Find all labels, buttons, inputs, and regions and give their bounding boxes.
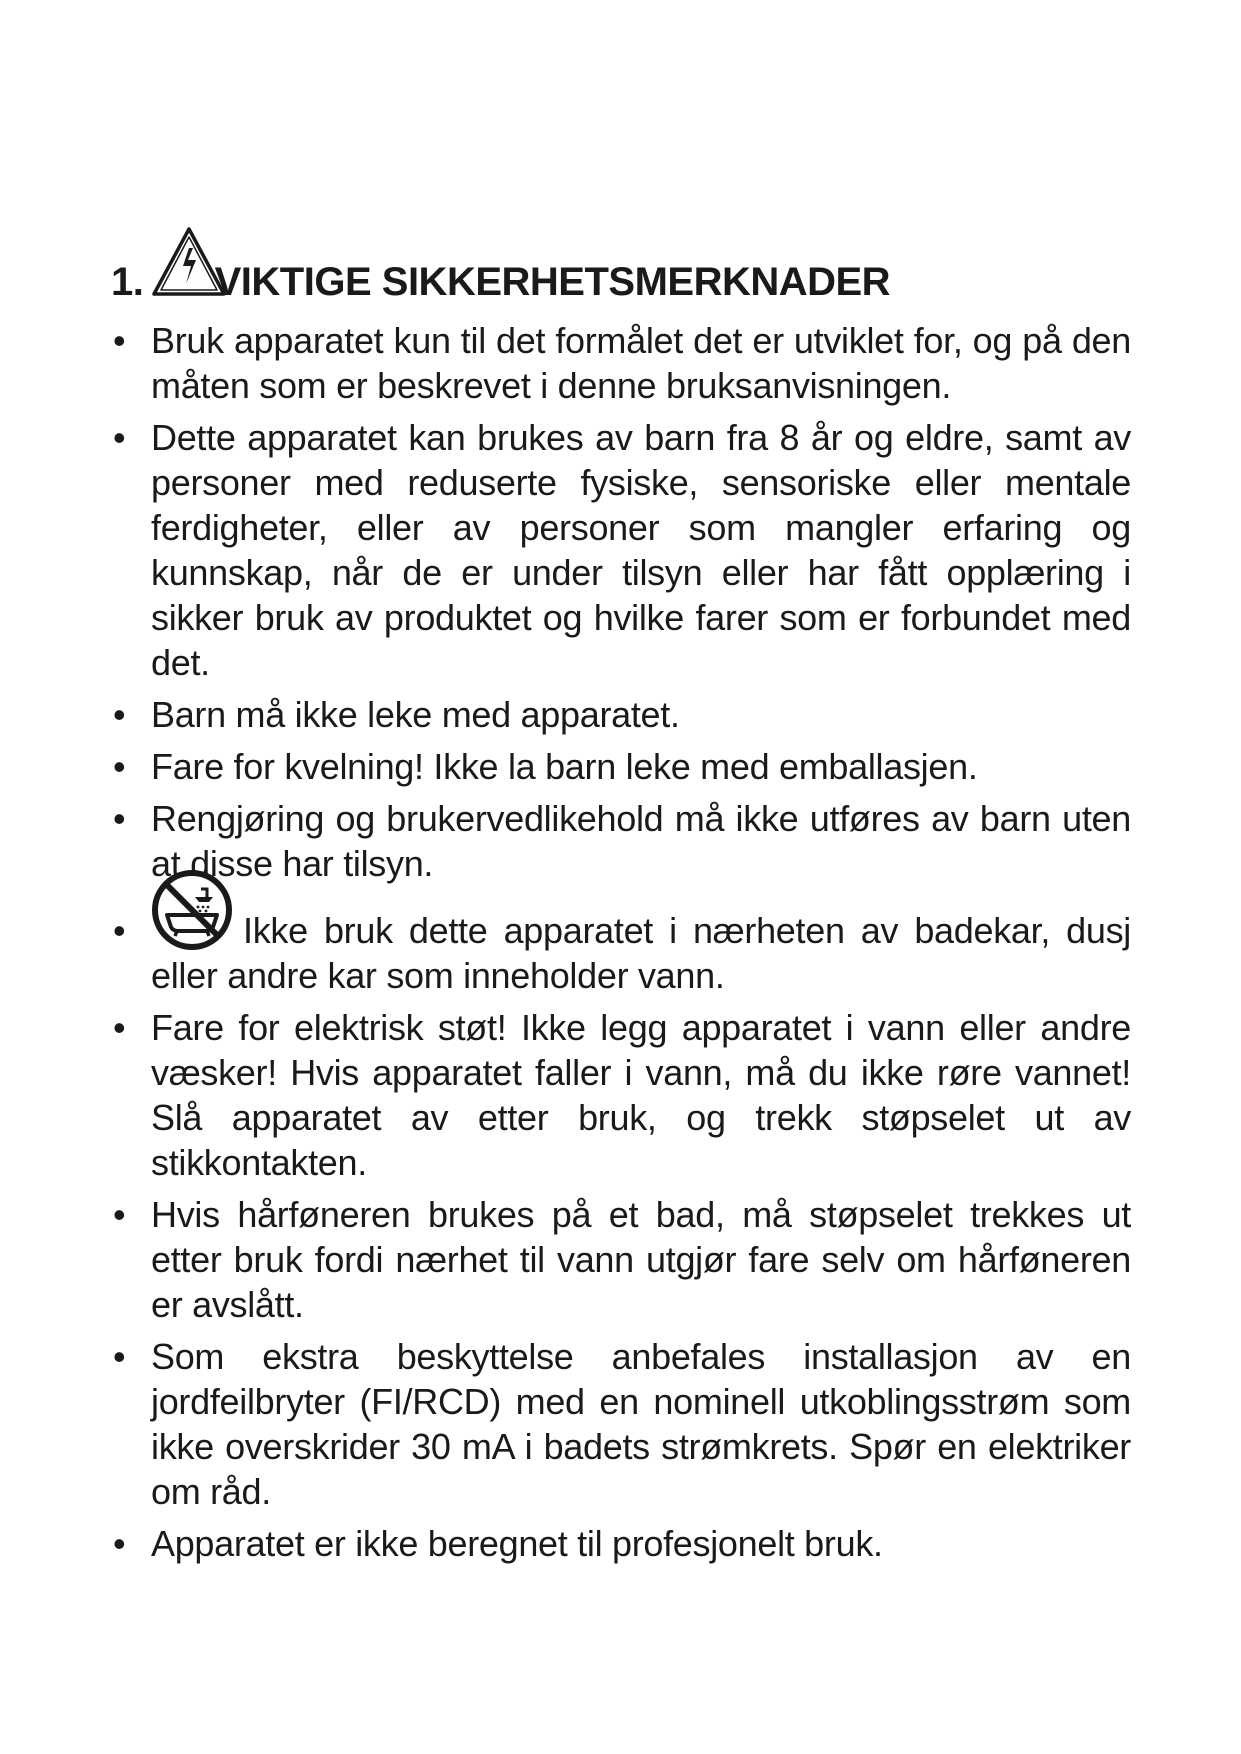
list-item-text: Som ekstra beskyttelse anbefales installasjon av en jordfeilbryter (FI/RCD) med en nominell utkoblingsstrøm som ikke overskrider 30 mA i badets strømkrets. Spør en elektriker om råd.: [151, 1336, 1131, 1512]
list-item: [111, 415, 1131, 685]
bullet: •: [113, 910, 126, 951]
bullet: •: [113, 417, 126, 458]
section-title: VIKTIGE SIKKERHETSMERKNADER: [214, 260, 891, 304]
list-item: [111, 1334, 1131, 1514]
bullet: •: [113, 798, 126, 839]
list-item: [111, 1005, 1131, 1185]
list-item-text: Dette apparatet kan brukes av barn fra 8 år og eldre, samt av personer med reduserte fysiske, sensoriske eller mentale ferdigheter, eller av personer som mangler erfaring og kunnskap, når de er under tilsyn eller har fått opplæring i sikker bruk av produktet og hvilke farer som er forbundet med det.: [151, 417, 1131, 683]
list-item: [111, 1192, 1131, 1327]
bullet: •: [113, 1523, 126, 1564]
list-item-text: Fare for kvelning! Ikke la barn leke med emballasjen.: [151, 746, 978, 787]
warning-triangle-icon: [151, 226, 227, 298]
list-item: [111, 908, 1131, 998]
list-item-text: Hvis hårføneren brukes på et bad, må støpselet trekkes ut etter bruk fordi nærhet til vann utgjør fare selv om hårføneren er avslått.: [151, 1194, 1131, 1325]
bullet: •: [113, 320, 126, 361]
safety-list: [111, 318, 1131, 1573]
list-item-text: Ikke bruk dette apparatet i nærheten av badekar, dusj eller andre kar som inneholder vann.: [151, 910, 1131, 996]
list-item: [111, 318, 1131, 408]
list-item: [111, 692, 1131, 737]
bullet: •: [113, 1194, 126, 1235]
bullet: •: [113, 1007, 126, 1048]
section-heading: [111, 262, 890, 302]
section-number: 1.: [111, 260, 144, 304]
list-item-text: Apparatet er ikke beregnet til profesjonelt bruk.: [151, 1523, 883, 1564]
bullet: •: [113, 746, 126, 787]
list-item-text: Barn må ikke leke med apparatet.: [151, 694, 680, 735]
list-item: [111, 744, 1131, 789]
list-item-text: Bruk apparatet kun til det formålet det er utviklet for, og på den måten som er beskrevet i denne bruksanvisningen.: [151, 320, 1131, 406]
list-item-text: Fare for elektrisk støt! Ikke legg apparatet i vann eller andre væsker! Hvis apparatet faller i vann, må du ikke røre vannet! Slå apparatet av etter bruk, og trekk støpselet ut av stikkontakten.: [151, 1007, 1131, 1183]
bullet: •: [113, 694, 126, 735]
list-item-text: Rengjøring og brukervedlikehold må ikke utføres av barn uten at disse har tilsyn.: [151, 798, 1131, 884]
list-item: [111, 1521, 1131, 1566]
bullet: •: [113, 1336, 126, 1377]
no-bath-icon: [151, 869, 233, 951]
list-item: [111, 796, 1131, 886]
